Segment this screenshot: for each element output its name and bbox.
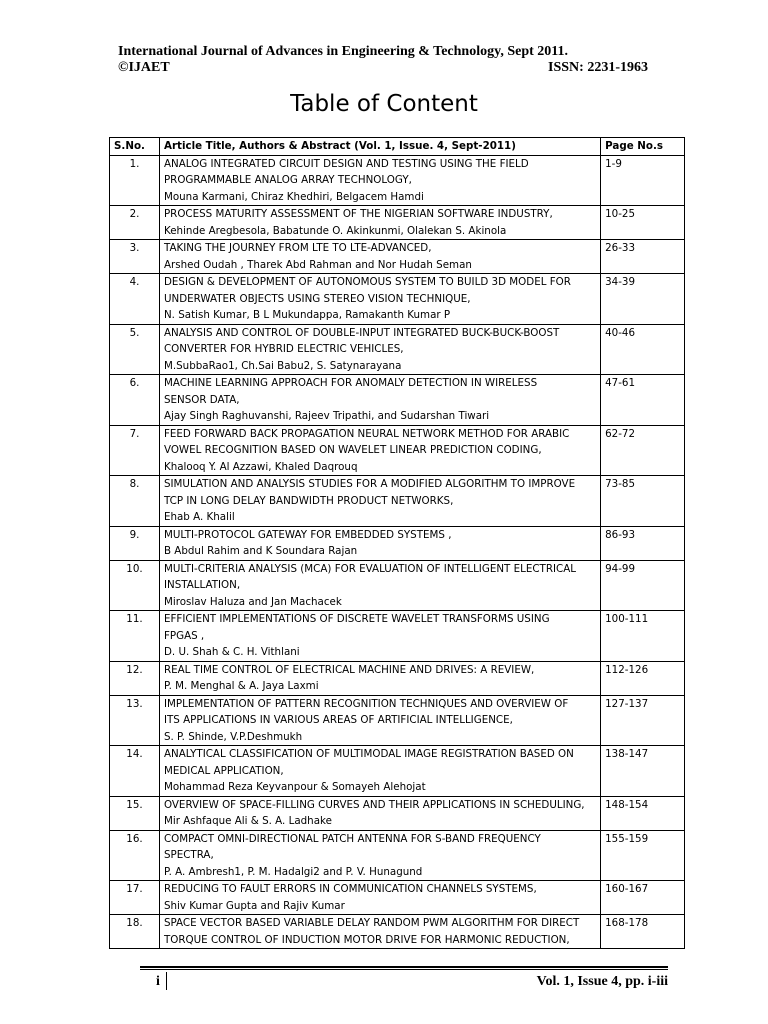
table-row: [110, 155, 685, 206]
article-title: COMPACT OMNI-DIRECTIONAL PATCH ANTENNA FOR S-BAND FREQUENCY SPECTRA,: [163, 832, 541, 861]
row-article: [159, 695, 600, 746]
row-sno: 6.: [110, 375, 160, 426]
footer-rule: [140, 966, 668, 968]
article-authors: P. M. Menghal & A. Jaya Laxmi: [163, 680, 319, 692]
row-sno: 1.: [110, 155, 160, 206]
article-title: PROCESS MATURITY ASSESSMENT OF THE NIGERIAN SOFTWARE INDUSTRY,: [163, 208, 553, 220]
row-sno: 18.: [110, 915, 160, 949]
table-header-row: [110, 138, 685, 156]
row-article: [159, 830, 600, 881]
row-article: [159, 476, 600, 527]
table-row: [110, 526, 685, 560]
table-row: [110, 206, 685, 240]
row-article: [159, 425, 600, 476]
table-row: [110, 695, 685, 746]
header-pages: Page No.s: [601, 138, 685, 156]
row-sno: 8.: [110, 476, 160, 527]
table-row: [110, 881, 685, 915]
row-pages: 34-39: [601, 274, 685, 325]
row-article: [159, 240, 600, 274]
row-article: [159, 526, 600, 560]
row-article: [159, 881, 600, 915]
article-title: DESIGN & DEVELOPMENT OF AUTONOMOUS SYSTEM TO BUILD 3D MODEL FOR UNDERWATER OBJECTS USING STEREO VISION TECHNIQUE,: [163, 276, 571, 305]
row-pages: 155-159: [601, 830, 685, 881]
row-article: [159, 796, 600, 830]
article-authors: Khalooq Y. Al Azzawi, Khaled Daqrouq: [163, 460, 358, 473]
row-pages: 40-46: [601, 324, 685, 375]
row-sno: 3.: [110, 240, 160, 274]
article-authors: Mouna Karmani, Chiraz Khedhiri, Belgacem Hamdi: [163, 190, 424, 203]
row-pages: 62-72: [601, 425, 685, 476]
row-pages: 160-167: [601, 881, 685, 915]
article-authors: S. P. Shinde, V.P.Deshmukh: [163, 730, 303, 743]
table-row: [110, 274, 685, 325]
issn-label: ISSN: 2231-1963: [548, 60, 648, 75]
row-pages: 73-85: [601, 476, 685, 527]
journal-name: International Journal of Advances in Engineering & Technology, Sept 2011.: [118, 44, 569, 59]
article-authors: B Abdul Rahim and K Soundara Rajan: [163, 545, 358, 557]
row-article: [159, 324, 600, 375]
table-row: [110, 611, 685, 662]
article-title: ANALYTICAL CLASSIFICATION OF MULTIMODAL IMAGE REGISTRATION BASED ON MEDICAL APPLICATION,: [163, 748, 574, 777]
row-article: [159, 611, 600, 662]
header-meta: [118, 60, 648, 76]
article-authors: Miroslav Haluza and Jan Machacek: [163, 595, 342, 608]
row-pages: 47-61: [601, 375, 685, 426]
table-row: [110, 324, 685, 375]
row-article: [159, 746, 600, 797]
article-title: IMPLEMENTATION OF PATTERN RECOGNITION TECHNIQUES AND OVERVIEW OF ITS APPLICATIONS IN VARIOUS AREAS OF ARTIFICIAL INTELLIGENCE,: [163, 697, 569, 726]
row-sno: 4.: [110, 274, 160, 325]
article-title: MACHINE LEARNING APPROACH FOR ANOMALY DETECTION IN WIRELESS SENSOR DATA,: [163, 377, 538, 406]
row-article: [159, 560, 600, 611]
table-row: [110, 915, 685, 949]
article-authors: N. Satish Kumar, B L Mukundappa, Ramakanth Kumar P: [163, 309, 451, 321]
row-pages: 148-154: [601, 796, 685, 830]
row-sno: 9.: [110, 526, 160, 560]
copyright-label: ©IJAET: [118, 60, 170, 75]
row-pages: 1-9: [601, 155, 685, 206]
footer-divider: [166, 972, 167, 990]
table-row: [110, 746, 685, 797]
row-article: [159, 915, 600, 949]
article-authors: Mohammad Reza Keyvanpour & Somayeh Alehojat: [163, 781, 426, 793]
article-authors: Arshed Oudah , Tharek Abd Rahman and Nor Hudah Seman: [163, 258, 472, 271]
row-sno: 12.: [110, 661, 160, 695]
row-sno: 13.: [110, 695, 160, 746]
row-pages: 100-111: [601, 611, 685, 662]
row-sno: 5.: [110, 324, 160, 375]
row-sno: 11.: [110, 611, 160, 662]
row-pages: 168-178: [601, 915, 685, 949]
row-sno: 16.: [110, 830, 160, 881]
article-title: OVERVIEW OF SPACE-FILLING CURVES AND THEIR APPLICATIONS IN SCHEDULING,: [163, 798, 585, 811]
row-pages: 94-99: [601, 560, 685, 611]
row-article: [159, 274, 600, 325]
table-row: [110, 830, 685, 881]
row-pages: 112-126: [601, 661, 685, 695]
article-title: SPACE VECTOR BASED VARIABLE DELAY RANDOM PWM ALGORITHM FOR DIRECT TORQUE CONTROL OF INDUCTION MOTOR DRIVE FOR HARMONIC REDUCTION,: [163, 917, 580, 946]
footer-rule-thin: [140, 969, 668, 970]
table-row: [110, 661, 685, 695]
table-row: [110, 425, 685, 476]
row-sno: 15.: [110, 796, 160, 830]
table-body: [110, 155, 685, 949]
header-article: Article Title, Authors & Abstract (Vol. 1, Issue. 4, Sept-2011): [159, 138, 600, 156]
table-of-contents: [109, 137, 685, 949]
article-title: TAKING THE JOURNEY FROM LTE TO LTE-ADVANCED,: [163, 242, 432, 254]
row-pages: 86-93: [601, 526, 685, 560]
table-row: [110, 375, 685, 426]
article-title: REDUCING TO FAULT ERRORS IN COMMUNICATION CHANNELS SYSTEMS,: [163, 883, 537, 895]
row-article: [159, 661, 600, 695]
table-row: [110, 796, 685, 830]
article-title: ANALOG INTEGRATED CIRCUIT DESIGN AND TESTING USING THE FIELD PROGRAMMABLE ANALOG ARRAY TECHNOLOGY,: [163, 157, 529, 186]
row-pages: 26-33: [601, 240, 685, 274]
row-pages: 138-147: [601, 746, 685, 797]
article-authors: Ajay Singh Raghuvanshi, Rajeev Tripathi, and Sudarshan Tiwari: [163, 410, 490, 422]
row-sno: 10.: [110, 560, 160, 611]
row-pages: 10-25: [601, 206, 685, 240]
article-authors: Kehinde Aregbesola, Babatunde O. Akinkunmi, Olalekan S. Akinola: [163, 224, 507, 237]
table-row: [110, 476, 685, 527]
page-header: [118, 44, 648, 76]
footer-page-number: i: [156, 974, 160, 989]
row-article: [159, 155, 600, 206]
row-pages: 127-137: [601, 695, 685, 746]
article-authors: Mir Ashfaque Ali & S. A. Ladhake: [163, 815, 332, 827]
row-article: [159, 206, 600, 240]
table-row: [110, 560, 685, 611]
article-title: MULTI-PROTOCOL GATEWAY FOR EMBEDDED SYSTEMS ,: [163, 528, 452, 541]
header-sno: S.No.: [110, 138, 160, 156]
page-title: Table of Content: [290, 91, 478, 117]
row-sno: 7.: [110, 425, 160, 476]
article-title: FEED FORWARD BACK PROPAGATION NEURAL NETWORK METHOD FOR ARABIC VOWEL RECOGNITION BASED ON WAVELET LINEAR PREDICTION CODING,: [163, 427, 570, 456]
article-authors: P. A. Ambresh1, P. M. Hadalgi2 and P. V. Hunagund: [163, 865, 423, 878]
article-authors: Shiv Kumar Gupta and Rajiv Kumar: [163, 899, 345, 912]
row-sno: 17.: [110, 881, 160, 915]
article-authors: M.SubbaRao1, Ch.Sai Babu2, S. Satynarayana: [163, 359, 402, 372]
article-title: MULTI-CRITERIA ANALYSIS (MCA) FOR EVALUATION OF INTELLIGENT ELECTRICAL INSTALLATION,: [163, 562, 576, 591]
article-authors: Ehab A. Khalil: [163, 511, 235, 523]
table-row: [110, 240, 685, 274]
row-sno: 14.: [110, 746, 160, 797]
article-authors: D. U. Shah & C. H. Vithlani: [163, 646, 300, 658]
footer-volume: Vol. 1, Issue 4, pp. i-iii: [536, 974, 668, 989]
row-sno: 2.: [110, 206, 160, 240]
article-title: SIMULATION AND ANALYSIS STUDIES FOR A MODIFIED ALGORITHM TO IMPROVE TCP IN LONG DELAY BANDWIDTH PRODUCT NETWORKS,: [163, 478, 576, 507]
article-title: EFFICIENT IMPLEMENTATIONS OF DISCRETE WAVELET TRANSFORMS USING FPGAS ,: [163, 613, 550, 642]
article-title: REAL TIME CONTROL OF ELECTRICAL MACHINE AND DRIVES: A REVIEW,: [163, 663, 535, 676]
article-title: ANALYSIS AND CONTROL OF DOUBLE-INPUT INTEGRATED BUCK-BUCK-BOOST CONVERTER FOR HYBRID ELECTRIC VEHICLES,: [163, 326, 560, 355]
row-article: [159, 375, 600, 426]
